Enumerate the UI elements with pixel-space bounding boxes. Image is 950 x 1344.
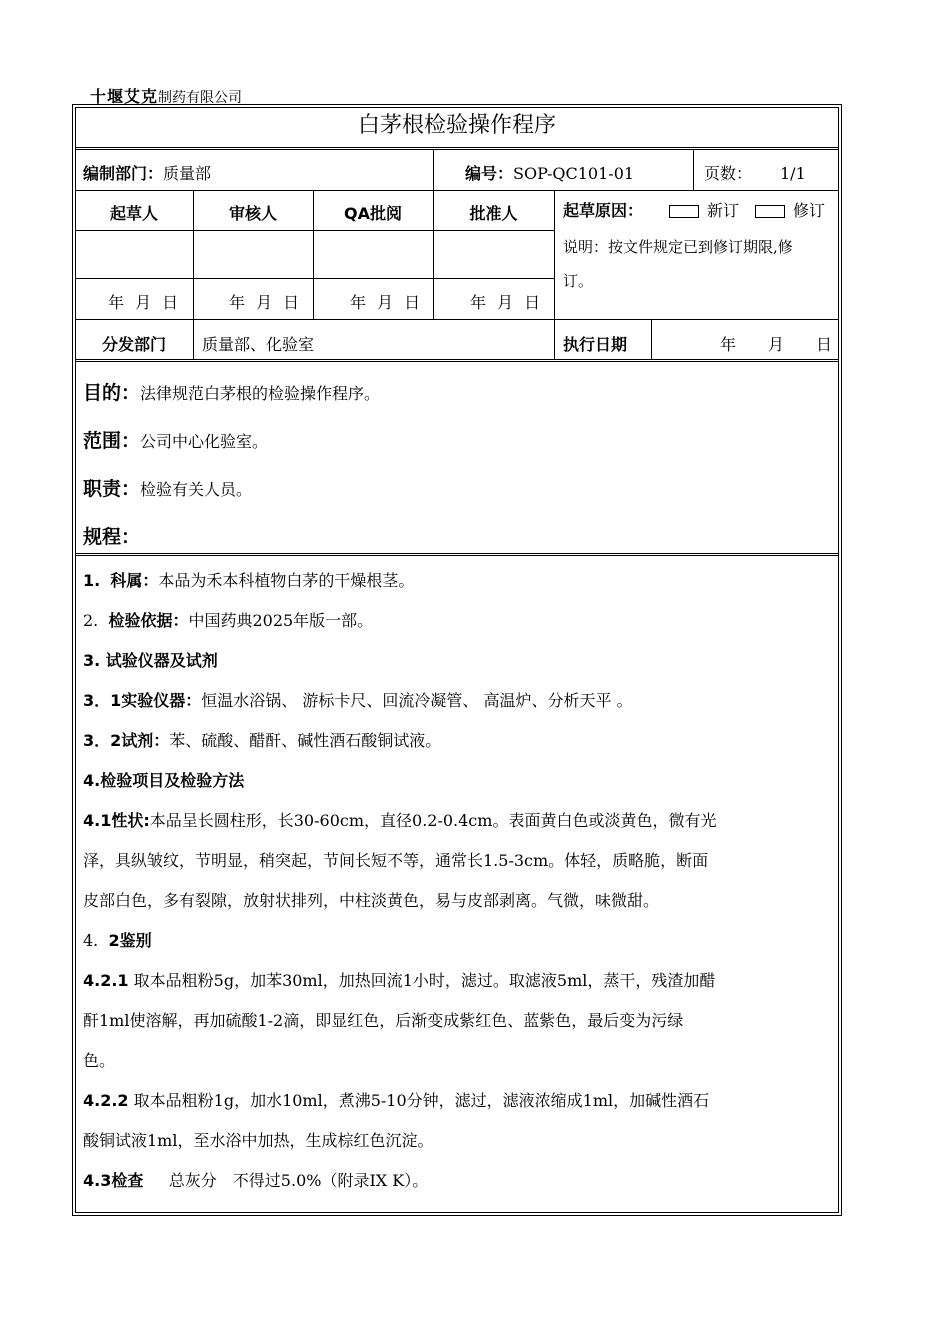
reason-label: 起草原因： [563, 201, 644, 220]
drafter-date: 年 月 日 [108, 293, 179, 312]
procedure-label: 规程： [83, 526, 141, 548]
distribution-label: 分发部门 [101, 335, 166, 354]
reviewer-header: 审核人 [228, 204, 277, 223]
purpose: 目的：法律规范白茅根的检验操作程序。 [83, 382, 381, 404]
exec-month: 月 [768, 335, 785, 354]
section-1: 1. 科属：本品为禾本科植物白茅的干燥根茎。 [83, 571, 415, 590]
page-count-value: 1/1 [780, 164, 806, 183]
duty: 职责：检验有关人员。 [83, 478, 253, 500]
new-checkbox[interactable] [669, 205, 699, 218]
exec-year: 年 [720, 335, 737, 354]
exec-date-label: 执行日期 [563, 335, 628, 354]
page-count-label: 页数： [704, 164, 753, 183]
section-4-2-1: 4.2.1 取本品粗粉5g，加苯30ml，加热回流1小时，滤过。取滤液5ml，蒸干，残渣加醋 [83, 971, 716, 990]
section-3: 3. 试验仪器及试剂 [83, 651, 218, 670]
approver-date: 年 月 日 [470, 293, 541, 312]
section-4-1: 4.1性状:本品呈长圆柱形，长30-60cm，直径0.2-0.4cm。表面黄白色或淡黄色，微有光 [83, 811, 717, 830]
code-field: 编号：SOP-QC101-01 [465, 164, 635, 183]
page-title: 白茅根检验操作程序 [357, 113, 556, 138]
section-4-2-1-cont1: 酐1ml使溶解，再加硫酸1-2滴，即显红色，后渐变成紫红色、蓝紫色，最后变为污绿 [83, 1011, 684, 1030]
approver-header: 批准人 [469, 204, 518, 223]
reason-note: 说明：按文件规定已到修订期限,修 [563, 238, 793, 256]
reason-note-cont: 订。 [563, 272, 594, 290]
section-4-2-2-cont: 酸铜试液1ml，至水浴中加热，生成棕红色沉淀。 [83, 1131, 434, 1150]
distribution-value: 质量部、化验室 [202, 335, 315, 354]
qa-header: QA批阅 [344, 204, 402, 223]
qa-date: 年 月 日 [350, 293, 421, 312]
section-3-2: 3．2试剂：苯、硫酸、醋酐、碱性酒石酸铜试液。 [83, 731, 442, 750]
drafter-header: 起草人 [109, 204, 158, 223]
section-4-1-cont2: 皮部白色，多有裂隙，放射状排列，中柱淡黄色，易与皮部剥离。气微，味微甜。 [83, 891, 660, 910]
section-4-2-1-cont2: 色。 [83, 1051, 116, 1070]
section-3-1: 3．1实验仪器：恒温水浴锅、 游标卡尺、回流冷凝管、 高温炉、分析天平 。 [83, 691, 633, 710]
reviewer-date: 年 月 日 [229, 293, 300, 312]
section-4: 4.检验项目及检验方法 [83, 771, 245, 790]
section-4-2: 4. 2鉴别 [83, 931, 152, 950]
revise-checkbox[interactable] [755, 205, 785, 218]
dept-field: 编制部门：质量部 [83, 164, 212, 183]
scope: 范围：公司中心化验室。 [83, 430, 269, 452]
section-4-1-cont1: 泽，具纵皱纹，节明显，稍突起，节间长短不等，通常长1.5-3cm。体轻，质略脆，断面 [83, 851, 709, 870]
exec-day: 日 [816, 335, 833, 354]
revise-label: 修订 [793, 201, 826, 220]
section-4-2-2: 4.2.2 取本品粗粉1g，加水10ml，煮沸5-10分钟，滤过，滤液浓缩成1ml，加碱性酒石 [83, 1091, 710, 1110]
section-4-3: 4.3检查 总灰分 不得过5.0%（附录IX K）。 [83, 1171, 429, 1190]
company-name: 十堰艾克制药有限公司 [90, 87, 243, 106]
new-label: 新订 [707, 201, 740, 220]
section-2: 2. 检验依据：中国药典2025年版一部。 [83, 611, 374, 630]
